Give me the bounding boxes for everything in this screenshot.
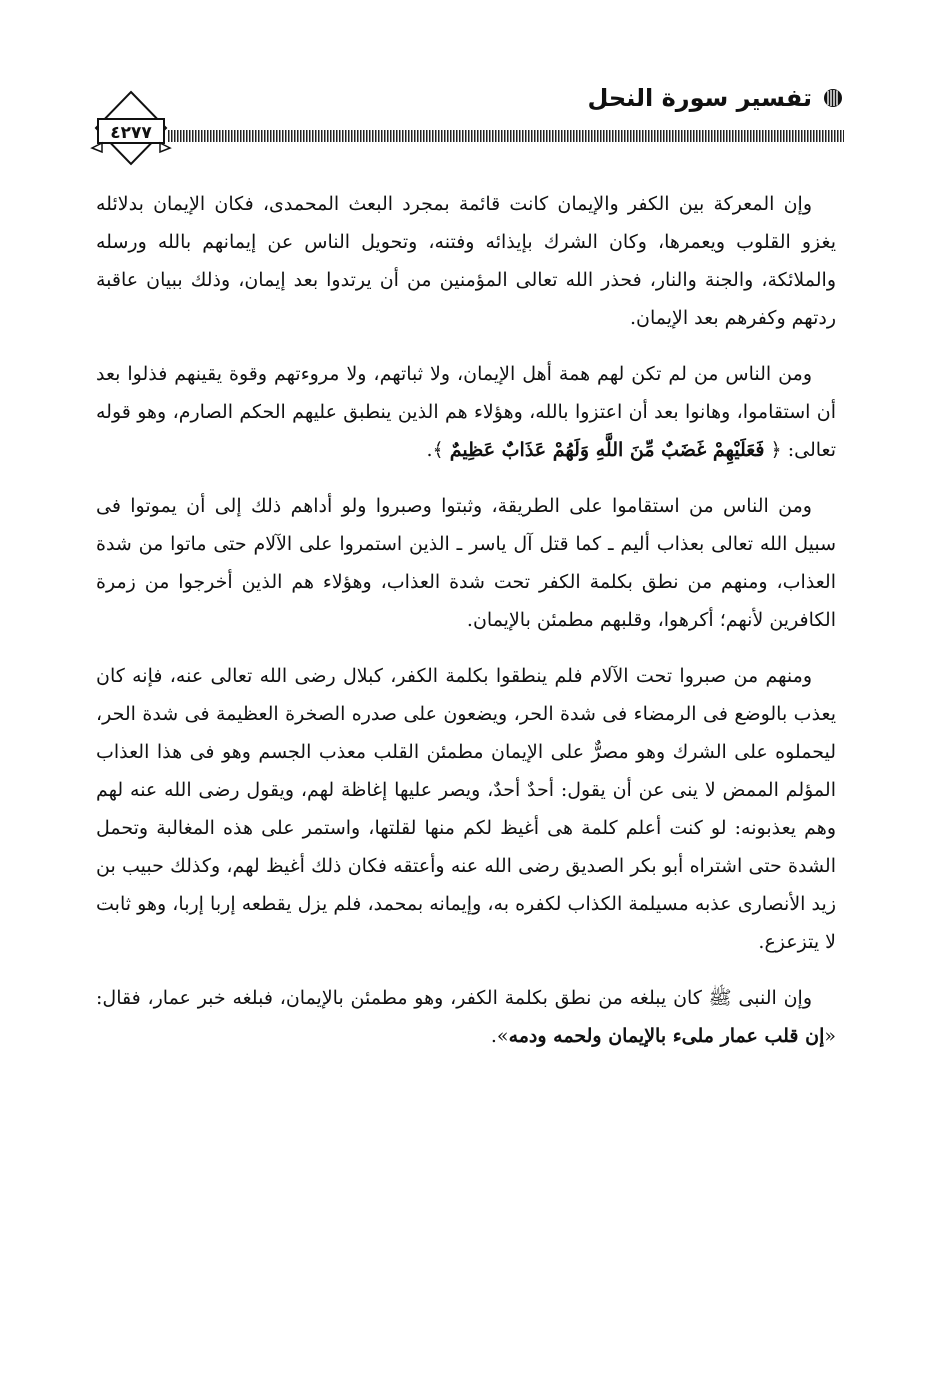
paragraph-text: ومن الناس من لم تكن لهم همة أهل الإيمان، ولا ثباتهم، ولا مروءتهم وقوة يقينهم فذلوا بعد أن استقاموا، وهانوا بعد أن اعتزوا بالله، وهؤلاء هم الذين ينطبق عليهم الحكم الصارم، وهو قوله تعالى: <box>96 363 836 461</box>
paragraph-end: . <box>426 439 433 461</box>
paragraph-text: وإن المعركة بين الكفر والإيمان كانت قائمة بمجرد البعث المحمدى، فكان الإيمان بدلائله يغزو القلوب ويعمرها، وكان الشرك بإيذائه وفتنه، وتحويل الناس عن إيمانهم بالله ورسله والملائكة، والجنة والنار، فحذر الله تعالى المؤمنين من أن يرتدوا بعد إيمان، وذلك ببيان عاقبة ردتهم وكفرهم بعد الإيمان. <box>96 193 836 329</box>
paragraph-text: ومنهم من صبروا تحت الآلام فلم ينطقوا بكلمة الكفر، كبلال رضى الله تعالى عنه، فإنه كان يعذب بالوضع فى الرمضاء فى شدة الحر، ويضعون على صدره الصخرة العظيمة فى شدة الحر، ليحملوه على الشرك وهو مصرٌّ على الإيمان مطمئن القلب معذب الجسم وهو فى هذا العذاب المؤلم الممض لا ينى عن أن يقول: أحدٌ أحدٌ، ويصر عليها إغاظة لهم، ويقول رضى الله عنه لهم وهم يعذبونه: لو كنت أعلم كلمة هى أغيظ لكم منها لقلتها، واستمر على هذه المغالبة وتحمل الشدة حتى اشتراه أبو بكر الصديق رضى الله عنه وأعتقه فكان ذلك أغيظ لهم، وكذلك حبيب بن زيد الأنصارى عذبه مسيلمة الكذاب لكفره به، وإيمانه بمحمد، فلم يزل يقطعه إربا إربا، وهو ثابت لا يتزعزع. <box>96 665 836 953</box>
decorative-flower-icon <box>822 87 844 109</box>
paragraph-text: وإن النبى ﷺ كان يبلغه من نطق بكلمة الكفر، وهو مطمئن بالإيمان، فبلغه خبر عمار، فقال: « <box>96 987 836 1047</box>
paragraph-end: ». <box>490 1025 509 1047</box>
page-header <box>88 78 844 178</box>
quran-verse: فَعَلَيْهِمْ غَضَبٌ مِّنَ اللَّهِ وَلَهُمْ عَذَابٌ عَظِيمٌ <box>449 439 765 461</box>
header-rule <box>168 130 844 142</box>
hadith-quote: إن قلب عمار ملىء بالإيمان ولحمه ودمه <box>508 1025 825 1047</box>
quran-open-bracket: ﴿ <box>770 439 782 461</box>
paragraph-4 <box>96 657 836 961</box>
page-number-badge <box>88 90 174 176</box>
quran-close-bracket: ﴾ <box>432 439 444 461</box>
paragraph-5 <box>96 979 836 1055</box>
paragraph-text: ومن الناس من استقاموا على الطريقة، وثبتوا وصبروا ولو أداهم ذلك إلى أن يموتوا فى سبيل الله تعالى بعذاب أليم ـ كما قتل آل ياسر ـ الذين استمروا على الآلام حتى ماتوا من شدة العذاب، ومنهم من نطق بكلمة الكفر تحت شدة العذاب، وهؤلاء هم الذين أخرجوا من زمرة الكافرين لأنهم؛ أكرهوا، وقلبهم مطمئن بالإيمان. <box>96 495 836 631</box>
paragraph-1 <box>96 185 836 337</box>
page-number: ٤٢٧٧ <box>110 123 152 143</box>
header-title-group <box>587 84 844 112</box>
paragraph-2 <box>96 355 836 469</box>
page-body <box>96 185 836 1073</box>
surah-title: تفسير سورة النحل <box>587 84 812 112</box>
paragraph-3 <box>96 487 836 639</box>
